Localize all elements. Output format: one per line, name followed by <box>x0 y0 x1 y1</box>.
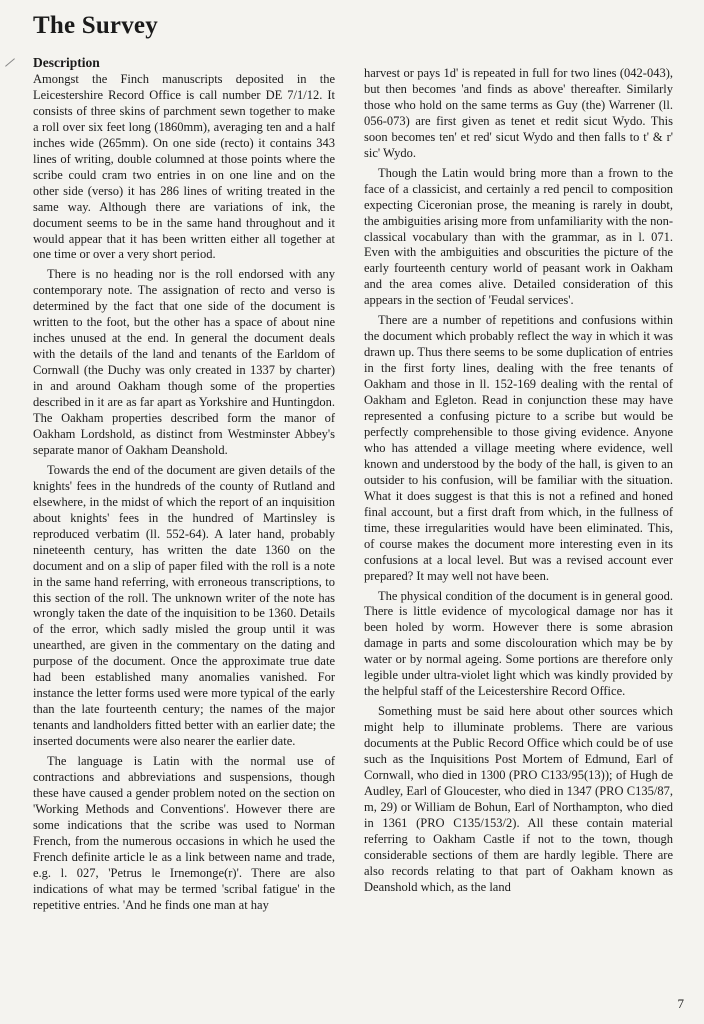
paragraph: There is no heading nor is the roll endorsed with any contemporary note. The assignation of recto and verso is determined by the fact that one side of the document is written to the foot, but the other has a space of about nine inches unused at the end. In general the document deals with the details of the land and tenants of the Earldom of Cornwall (the Duchy was only created in 1337 by charter) in and around Oakham though some of the properties described in it are as far apart as Yorkshire and Huntingdon. The Oakham properties described form the manor of Oakham Lordshold, as distinct from Westminster Abbey's separate manor of Oakham Deanshold. <box>33 267 335 457</box>
right-column <box>364 66 673 900</box>
page-number: 7 <box>677 996 684 1011</box>
paragraph: Though the Latin would bring more than a frown to the face of a classicist, and certainly a red pencil to composition expecting Ciceronian prose, the meaning is rarely in doubt, the ambiguities arising more from unfamiliarity with the non-classical vocabulary than with the grammar, as in l. 071. Even with the ambiguities and obscurities the picture of the early fourteenth century world of peasant work in Oakham and the area comes alive. Detailed consideration of this appears in the section of 'Feudal services'. <box>364 165 673 308</box>
paragraph: Something must be said here about other sources which might help to illuminate problems. There are various documents at the Public Record Office which could be of use such as the Inquisitions Post Mortem of Edmund, Earl of Cornwall, who died in 1300 (PRO C133/95(13)); of Hugh de Audley, Earl of Gloucester, who died in 1347 (PRO C135/87, m, 29) or William de Bohun, Earl of Northampton, who died in 1361 (PRO C135/153/2). All these contain material referring to Oakham Castle if not to the town, though considerable sections of them are hardly legible. There are also records relating to that part of Oakham known as Deanshold which, as the land <box>364 704 673 894</box>
paragraph: Amongst the Finch manuscripts deposited in the Leicestershire Record Office is call number DE 7/1/12. It consists of three skins of parchment sewn together to make a roll over six feet long (1860mm), averaging ten and a half inches wide (265mm). On one side (recto) it contains 343 lines of writing, double columned at those points where the scribe could cram two entries in on one line and on the other side (verso) it has 286 lines of writing treated in the same way. Although there are variations of ink, the document seems to be in the same hand throughout and it would appear that it has been written either all together at one time or over a very short period. <box>33 72 335 262</box>
paragraph: The physical condition of the document is in general good. There is little evidence of mycological damage nor has it been holed by worm. However there is some abrasion damage in parts and some discolouration which may be by water or by normal ageing. Some portions are therefore only legible under ultra-violet light which was kindly provided by the helpful staff of the Leicestershire Record Office. <box>364 588 673 699</box>
section-heading: Description <box>33 55 100 70</box>
margin-mark <box>5 58 15 66</box>
page-title: The Survey <box>33 12 158 39</box>
paragraph: There are a number of repetitions and confusions within the document which probably reflect the way in which it was drawn up. Thus there seems to be some duplication of entries in the first forty lines, dealing with the free tenants of Oakham and those in ll. 152-169 dealing with the rental of Oakham and Egleton. Read in conjunction these may have represented a confusing picture to a scribe but would be perfectly comprehensible to those giving evidence. Anyone who has attended a village meeting where evidence, well known and understood by the body of the hall, is given to an outsider to his confusion, will be familiar with the situation. What it does suggest is that this is not a refined and honed final account, but a first draft from which, in the fullness of time, these irregularities would have been eliminated. This, of course makes the document more interesting even in its confusions at a local level. But was a revised account ever prepared? It may well not have been. <box>364 313 673 583</box>
paragraph: Towards the end of the document are given details of the knights' fees in the hundreds of the county of Rutland and elsewhere, in the midst of which the report of an inquisition about knights' fees in the hundred of Martinsley is reproduced verbatim (ll. 552-64). A later hand, probably nineteenth century, has written the date 1360 on the document and on a slip of paper filed with the roll is a note in the same hand referring, with erroneous transcriptions, to this section of the roll. The unknown writer of the note has wrongly taken the date of the inquisition to be 1360. Details of the error, which sadly misled the group until it was unearthed, are given in the commentary on the dating and purpose of the document. Once the approximate true date had been established many anomalies vanished. For instance the letter forms used were more typical of the early than the late fourteenth century; the names of the major tenants and landholders fitted better with an earlier date; the inserted documents were also nearer the earlier date. <box>33 462 335 749</box>
left-column <box>33 55 335 918</box>
paragraph: harvest or pays 1d' is repeated in full for two lines (042-043), but then becomes 'and finds as above' thereafter. Similarly those who hold on the same terms as Guy (the) Warrener (ll. 056-073) are first given as tenet et redit sicut Wydo. This soon becomes ten' et red' sicut Wydo and then falls to t' & r' sic' Wydo. <box>364 66 673 160</box>
paragraph: The language is Latin with the normal use of contractions and abbreviations and suspensions, though these have caused a gender problem noted on the section on 'Working Methods and Conventions'. However there are some indications that the scribe was used to Norman French, from the numerous occasions in which he used the French definite article le as a link between name and trade, e.g. l. 027, 'Petrus le Irnemonge(r)'. There are also indications of what may be termed 'scribal fatigue' in the repetitive entries. 'And he finds one man at hay <box>33 754 335 912</box>
